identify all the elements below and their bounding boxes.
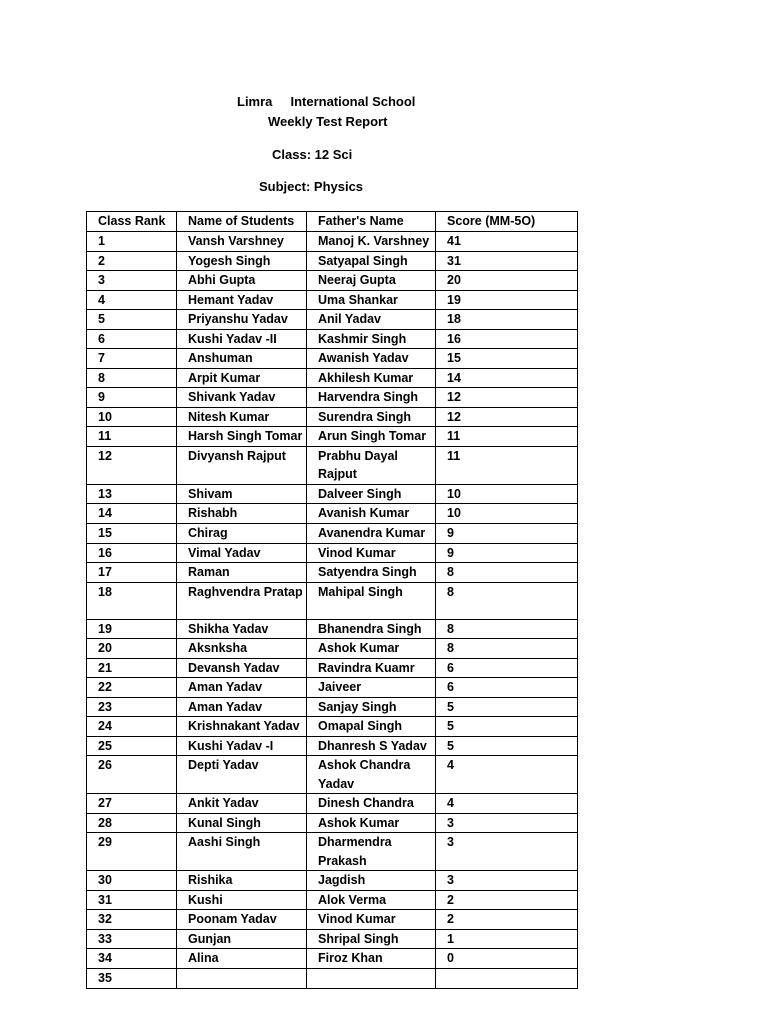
table-row (87, 504, 578, 524)
cell-father-name: Jagdish (307, 871, 436, 891)
cell-father-name: Ashok Kumar (307, 813, 436, 833)
cell-father-name: Arun Singh Tomar (307, 427, 436, 447)
table-row (87, 871, 578, 891)
cell-score: 12 (436, 407, 578, 427)
column-header-rank: Class Rank (87, 212, 177, 232)
table-row (87, 446, 578, 484)
cell-father-name: Ravindra Kuamr (307, 658, 436, 678)
cell-rank: 18 (87, 582, 177, 619)
report-title: Weekly Test Report (268, 114, 388, 129)
cell-rank: 7 (87, 349, 177, 369)
table-row (87, 658, 578, 678)
cell-student-name: Depti Yadav (177, 756, 307, 794)
cell-score: 19 (436, 290, 578, 310)
cell-score: 20 (436, 271, 578, 291)
cell-rank: 28 (87, 813, 177, 833)
cell-father-name: Anil Yadav (307, 310, 436, 330)
table-row (87, 678, 578, 698)
cell-rank: 27 (87, 794, 177, 814)
cell-score: 9 (436, 543, 578, 563)
cell-student-name: Vimal Yadav (177, 543, 307, 563)
cell-rank: 13 (87, 484, 177, 504)
cell-rank: 29 (87, 833, 177, 871)
table-header-row (87, 212, 578, 232)
class-label: Class: 12 Sci (272, 147, 353, 162)
cell-rank: 25 (87, 736, 177, 756)
cell-score: 10 (436, 484, 578, 504)
table-row (87, 813, 578, 833)
cell-student-name: Rishika (177, 871, 307, 891)
cell-father-name: Dharmendra Prakash (307, 833, 436, 871)
cell-father-name: Sanjay Singh (307, 697, 436, 717)
cell-father-name: Avanendra Kumar (307, 524, 436, 544)
cell-student-name: Divyansh Rajput (177, 446, 307, 484)
cell-score: 5 (436, 717, 578, 737)
cell-father-name: Surendra Singh (307, 407, 436, 427)
table-row (87, 794, 578, 814)
table-row (87, 619, 578, 639)
table-row (87, 582, 578, 619)
score-table (86, 211, 578, 989)
cell-father-name: Dhanresh S Yadav (307, 736, 436, 756)
cell-student-name: Priyanshu Yadav (177, 310, 307, 330)
table-row (87, 910, 578, 930)
cell-father-name: Avanish Kumar (307, 504, 436, 524)
cell-father-name: Manoj K. Varshney (307, 232, 436, 252)
cell-student-name (177, 968, 307, 988)
cell-rank: 22 (87, 678, 177, 698)
cell-student-name: Hemant Yadav (177, 290, 307, 310)
cell-score: 15 (436, 349, 578, 369)
cell-score: 14 (436, 368, 578, 388)
cell-score: 5 (436, 736, 578, 756)
cell-student-name: Shikha Yadav (177, 619, 307, 639)
cell-rank: 33 (87, 929, 177, 949)
cell-score: 9 (436, 524, 578, 544)
cell-score: 10 (436, 504, 578, 524)
cell-father-name: Kashmir Singh (307, 329, 436, 349)
cell-rank: 10 (87, 407, 177, 427)
cell-father-name: Ashok Chandra Yadav (307, 756, 436, 794)
cell-rank: 31 (87, 890, 177, 910)
cell-student-name: Chirag (177, 524, 307, 544)
table-row (87, 427, 578, 447)
cell-rank: 32 (87, 910, 177, 930)
cell-rank: 11 (87, 427, 177, 447)
cell-student-name: Gunjan (177, 929, 307, 949)
cell-student-name: Anshuman (177, 349, 307, 369)
cell-father-name: Satyendra Singh (307, 563, 436, 583)
cell-rank: 23 (87, 697, 177, 717)
cell-father-name: Vinod Kumar (307, 910, 436, 930)
cell-score: 3 (436, 813, 578, 833)
cell-score: 41 (436, 232, 578, 252)
table-row (87, 349, 578, 369)
cell-score: 18 (436, 310, 578, 330)
cell-score: 8 (436, 619, 578, 639)
table-row (87, 290, 578, 310)
cell-father-name: Akhilesh Kumar (307, 368, 436, 388)
cell-student-name: Arpit Kumar (177, 368, 307, 388)
column-header-father-name: Father's Name (307, 212, 436, 232)
cell-score: 31 (436, 251, 578, 271)
cell-student-name: Shivank Yadav (177, 388, 307, 408)
cell-rank: 9 (87, 388, 177, 408)
cell-student-name: Kushi Yadav -I (177, 736, 307, 756)
table-row (87, 717, 578, 737)
table-row (87, 543, 578, 563)
cell-father-name: Dalveer Singh (307, 484, 436, 504)
cell-rank: 16 (87, 543, 177, 563)
cell-father-name: Omapal Singh (307, 717, 436, 737)
table-row (87, 833, 578, 871)
cell-student-name: Krishnakant Yadav (177, 717, 307, 737)
cell-father-name: Neeraj Gupta (307, 271, 436, 291)
cell-student-name: Yogesh Singh (177, 251, 307, 271)
cell-rank: 1 (87, 232, 177, 252)
cell-rank: 24 (87, 717, 177, 737)
cell-rank: 30 (87, 871, 177, 891)
table-row (87, 756, 578, 794)
cell-score: 8 (436, 639, 578, 659)
cell-father-name: Awanish Yadav (307, 349, 436, 369)
cell-father-name: Prabhu Dayal Rajput (307, 446, 436, 484)
subject-label: Subject: Physics (259, 179, 364, 194)
cell-rank: 21 (87, 658, 177, 678)
cell-father-name: Satyapal Singh (307, 251, 436, 271)
table-row (87, 949, 578, 969)
table-row (87, 251, 578, 271)
cell-student-name: Aman Yadav (177, 697, 307, 717)
cell-rank: 34 (87, 949, 177, 969)
column-header-score: Score (MM-5O) (436, 212, 578, 232)
cell-score (436, 968, 578, 988)
cell-score: 3 (436, 833, 578, 871)
cell-student-name: Abhi Gupta (177, 271, 307, 291)
cell-rank: 4 (87, 290, 177, 310)
cell-student-name: Devansh Yadav (177, 658, 307, 678)
cell-rank: 35 (87, 968, 177, 988)
cell-father-name: Dinesh Chandra (307, 794, 436, 814)
cell-student-name: Aksnksha (177, 639, 307, 659)
cell-rank: 17 (87, 563, 177, 583)
cell-score: 0 (436, 949, 578, 969)
cell-score: 16 (436, 329, 578, 349)
column-header-student-name: Name of Students (177, 212, 307, 232)
table-body (87, 232, 578, 989)
table-row (87, 890, 578, 910)
cell-father-name: Bhanendra Singh (307, 619, 436, 639)
table-row (87, 697, 578, 717)
cell-student-name: Nitesh Kumar (177, 407, 307, 427)
cell-rank: 5 (87, 310, 177, 330)
cell-rank: 2 (87, 251, 177, 271)
cell-student-name: Raghvendra Pratap (177, 582, 307, 619)
cell-student-name: Harsh Singh Tomar (177, 427, 307, 447)
cell-student-name: Aashi Singh (177, 833, 307, 871)
cell-rank: 12 (87, 446, 177, 484)
cell-score: 11 (436, 427, 578, 447)
cell-student-name: Kushi Yadav -II (177, 329, 307, 349)
table-row (87, 639, 578, 659)
cell-student-name: Shivam (177, 484, 307, 504)
cell-score: 8 (436, 582, 578, 619)
cell-rank: 20 (87, 639, 177, 659)
cell-score: 1 (436, 929, 578, 949)
cell-father-name (307, 968, 436, 988)
cell-father-name: Mahipal Singh (307, 582, 436, 619)
cell-rank: 14 (87, 504, 177, 524)
cell-student-name: Raman (177, 563, 307, 583)
table-row (87, 524, 578, 544)
table-row (87, 968, 578, 988)
cell-rank: 8 (87, 368, 177, 388)
cell-father-name: Alok Verma (307, 890, 436, 910)
cell-score: 5 (436, 697, 578, 717)
cell-rank: 3 (87, 271, 177, 291)
cell-father-name: Firoz Khan (307, 949, 436, 969)
cell-father-name: Shripal Singh (307, 929, 436, 949)
table-row (87, 736, 578, 756)
cell-score: 4 (436, 756, 578, 794)
cell-father-name: Harvendra Singh (307, 388, 436, 408)
school-name: Limra International School (237, 94, 416, 109)
table-row (87, 329, 578, 349)
cell-rank: 19 (87, 619, 177, 639)
cell-score: 2 (436, 910, 578, 930)
cell-rank: 15 (87, 524, 177, 544)
cell-rank: 26 (87, 756, 177, 794)
cell-rank: 6 (87, 329, 177, 349)
cell-student-name: Poonam Yadav (177, 910, 307, 930)
table-row (87, 484, 578, 504)
cell-father-name: Jaiveer (307, 678, 436, 698)
cell-father-name: Uma Shankar (307, 290, 436, 310)
table-row (87, 388, 578, 408)
table-row (87, 310, 578, 330)
cell-score: 11 (436, 446, 578, 484)
table-row (87, 407, 578, 427)
table-row (87, 232, 578, 252)
cell-student-name: Rishabh (177, 504, 307, 524)
cell-student-name: Kunal Singh (177, 813, 307, 833)
cell-score: 8 (436, 563, 578, 583)
cell-score: 3 (436, 871, 578, 891)
table-row (87, 271, 578, 291)
cell-score: 4 (436, 794, 578, 814)
cell-student-name: Ankit Yadav (177, 794, 307, 814)
table-row (87, 563, 578, 583)
cell-father-name: Vinod Kumar (307, 543, 436, 563)
cell-student-name: Vansh Varshney (177, 232, 307, 252)
table-row (87, 368, 578, 388)
table-row (87, 929, 578, 949)
cell-student-name: Alina (177, 949, 307, 969)
cell-score: 6 (436, 658, 578, 678)
cell-score: 2 (436, 890, 578, 910)
cell-score: 12 (436, 388, 578, 408)
cell-father-name: Ashok Kumar (307, 639, 436, 659)
cell-student-name: Kushi (177, 890, 307, 910)
cell-score: 6 (436, 678, 578, 698)
cell-student-name: Aman Yadav (177, 678, 307, 698)
